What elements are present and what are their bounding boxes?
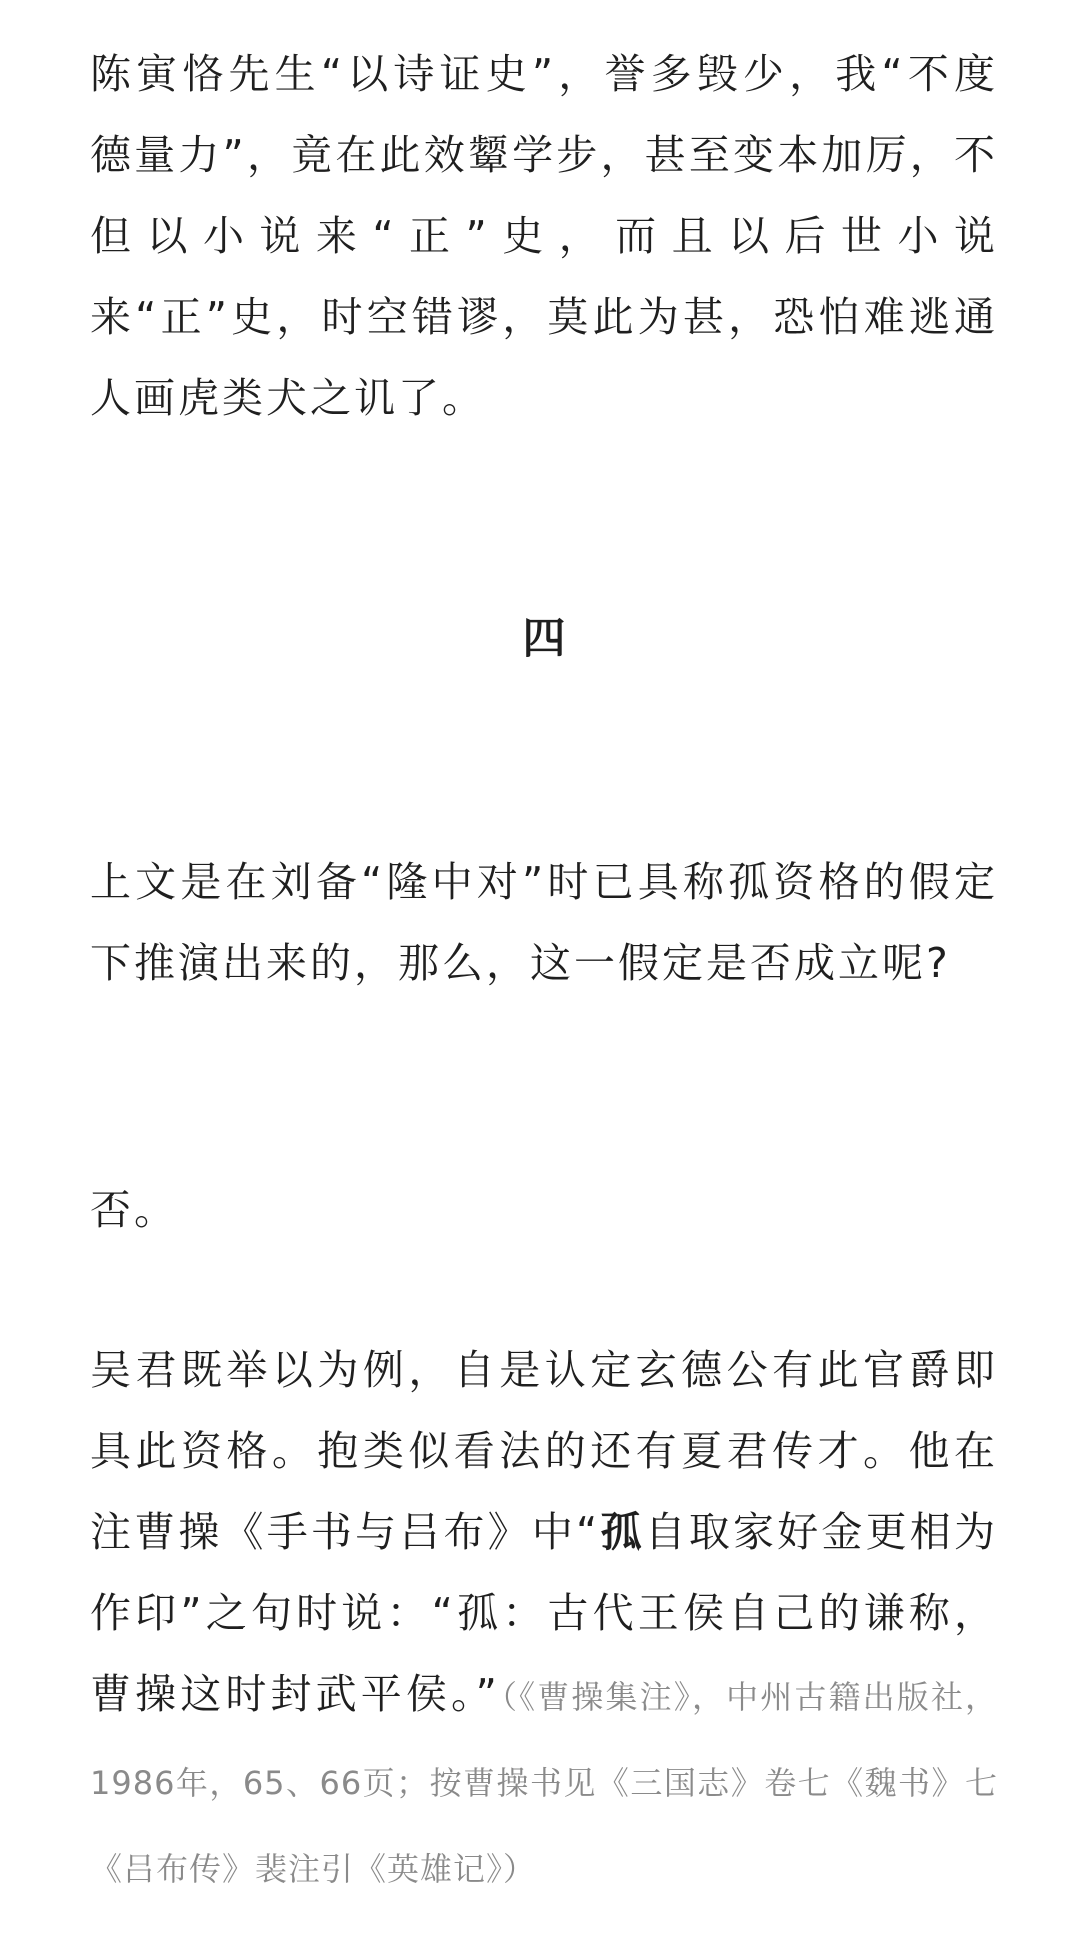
paragraph-intro: 陈寅恪先生“以诗证史”，誉多毁少，我“不度德量力”，竟在此效颦学步，甚至变本加厉，不但以小说来“正”史，而且以后世小说来“正”史，时空错谬，莫此为甚，恐怕难逃通人画虎类犬之讥了。 (90, 50, 998, 422)
emphasized-word: 孤 (600, 1508, 645, 1556)
citation-note: （《曹操集注》，中州古籍出版社，1986年，65、66页；按曹操书见《三国志》卷七《魏书》七《吕布传》裴注引《英雄记》） (90, 1678, 998, 1888)
evidence-text-after: 自取家好金更相为作印”之句时说：“孤：古代王侯自己的谦称，曹操这时封武平侯。” (90, 1508, 998, 1718)
evidence-text-before: 吴君既举以为例，自是认定玄德公有此官爵即具此资格。抱类似看法的还有夏君传才。他在注曹操《手书与吕布》中“ (90, 1346, 998, 1556)
paragraph-answer: 否。 (90, 1186, 178, 1234)
section-heading: 四 (522, 614, 566, 664)
paragraph-hypothesis: 上文是在刘备“隆中对”时已具称孤资格的假定下推演出来的，那么，这一假定是否成立呢? (90, 858, 998, 987)
paragraph-evidence (90, 1330, 998, 1912)
